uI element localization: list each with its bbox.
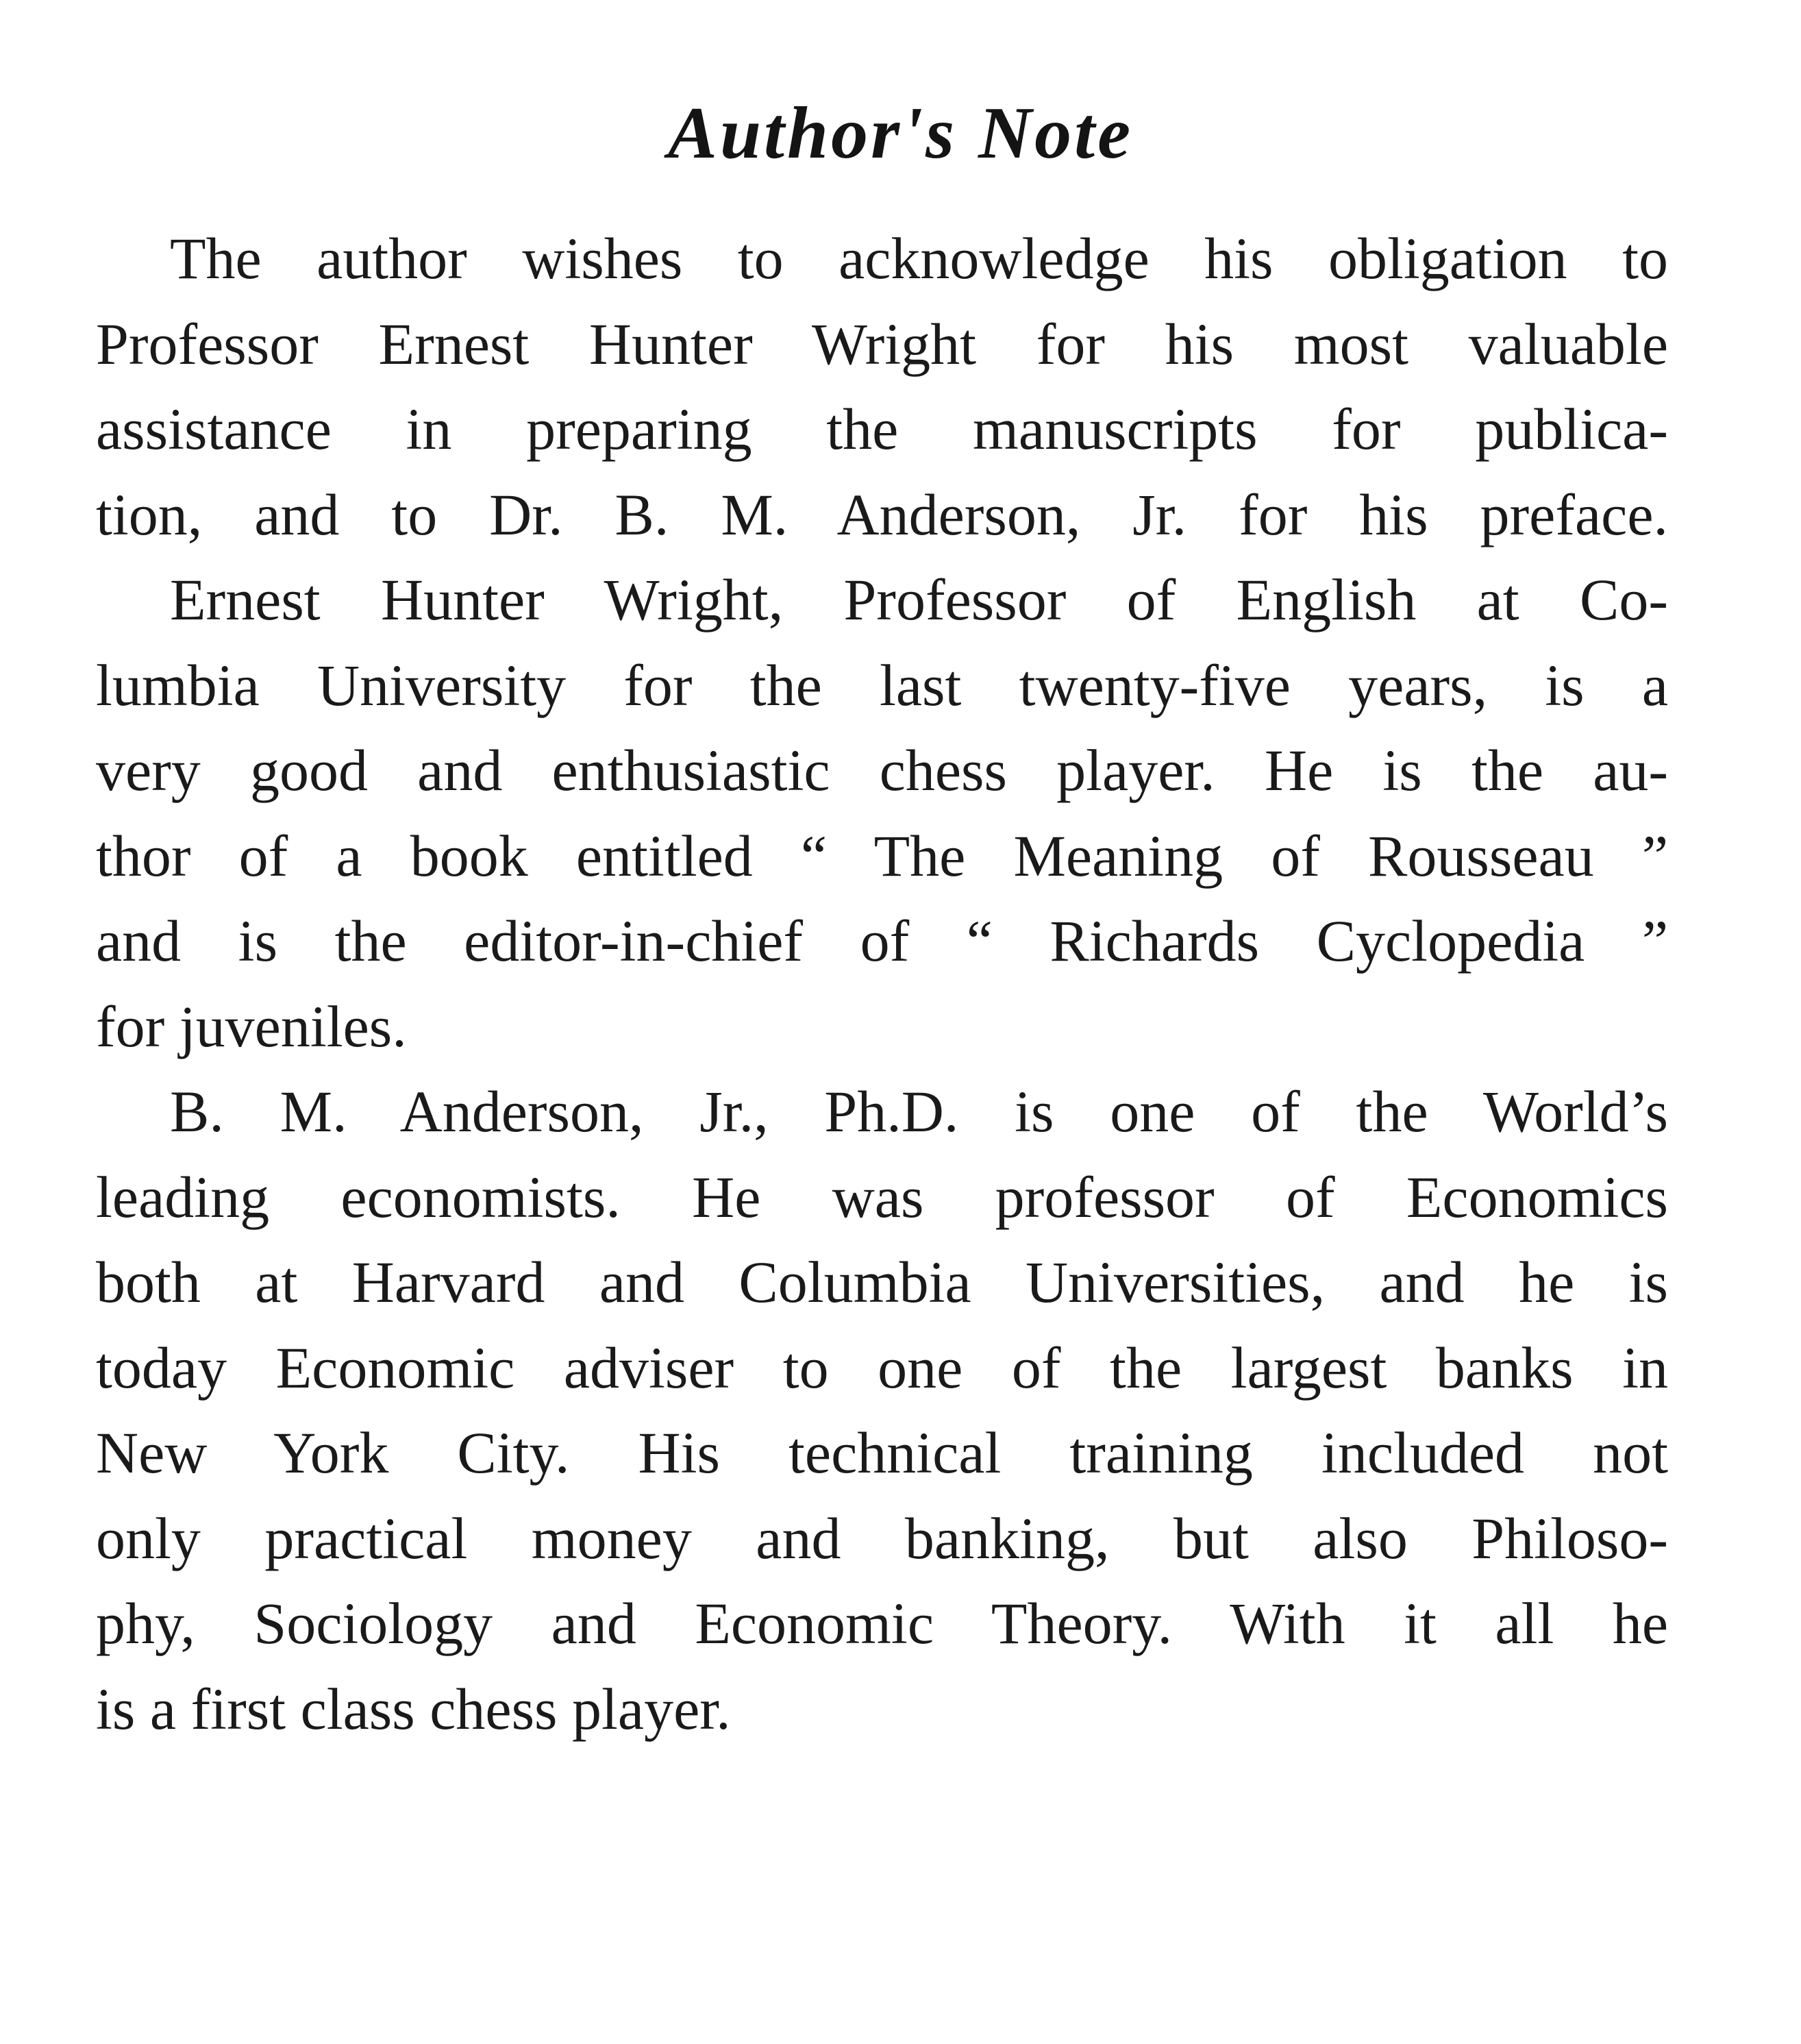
- text-line: for juveniles.: [96, 993, 407, 1059]
- text-line: today Economic adviser to one of the largest banks in: [96, 1334, 1668, 1401]
- text-line: phy, Sociology and Economic Theory. With it all he: [96, 1590, 1668, 1656]
- text-line: B. M. Anderson, Jr., Ph.D. is one of the World’s: [170, 1079, 1668, 1144]
- text-line: The author wishes to acknowledge his obligation to: [170, 225, 1668, 291]
- text-line: Professor Ernest Hunter Wright for his most valuable: [96, 310, 1668, 377]
- text-line: lumbia University for the last twenty-five years, is a: [96, 652, 1668, 718]
- text-line: tion, and to Dr. B. M. Anderson, Jr. for his preface.: [96, 481, 1668, 547]
- body-text: [96, 216, 1668, 1751]
- text-line: is a first class chess player.: [96, 1675, 731, 1742]
- text-line: Ernest Hunter Wright, Professor of English at Co-: [170, 567, 1668, 632]
- text-line: leading economists. He was professor of Economics: [96, 1163, 1668, 1230]
- text-line: assistance in preparing the manuscripts for publica-: [96, 396, 1668, 462]
- text-line: both at Harvard and Columbia Universities, and he is: [96, 1249, 1668, 1315]
- text-line: and is the editor-in-chief of “ Richards Cyclopedia ”: [96, 908, 1668, 974]
- text-line: thor of a book entitled “ The Meaning of Rousseau ”: [96, 822, 1668, 889]
- text-line: only practical money and banking, but also Philoso-: [96, 1505, 1668, 1571]
- text-line: New York City. His technical training included not: [96, 1420, 1668, 1486]
- page-title: Author's Note: [667, 93, 1134, 174]
- text-line: very good and enthusiastic chess player. He is the au-: [96, 737, 1668, 803]
